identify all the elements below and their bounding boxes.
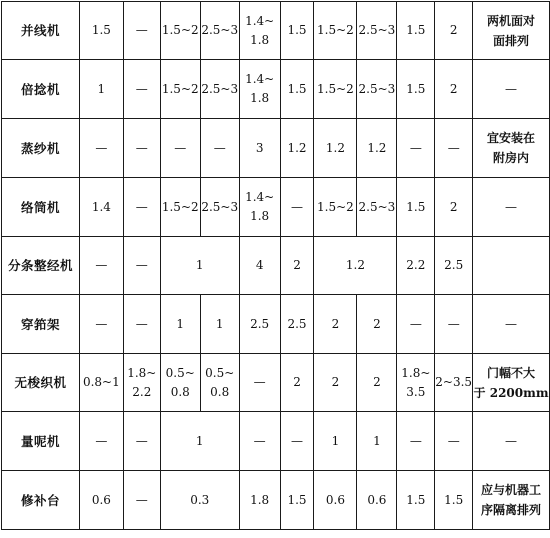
cell-text-line: 1.4~ [245, 13, 275, 28]
remark-cell: — [473, 178, 550, 237]
cell-text-line: 2.2 [132, 384, 152, 399]
cell-text-line: 0.5~ [165, 365, 195, 380]
spacing-value-cell [160, 354, 200, 412]
spacing-value-cell: 2.5~3 [357, 60, 397, 119]
machine-name-cell: 穿筘架 [2, 295, 80, 354]
spacing-value-cell: 1.8 [239, 471, 280, 530]
spacing-value-cell: 2.5 [435, 237, 473, 295]
table-row [2, 119, 550, 178]
remark-cell: — [473, 412, 550, 471]
remark-cell [473, 354, 550, 412]
remark-cell: — [473, 295, 550, 354]
machine-name-cell: 分条整经机 [2, 237, 80, 295]
spacing-value-cell: 1 [357, 412, 397, 471]
machine-name-cell: 倍捻机 [2, 60, 80, 119]
spacing-value-cell: 4 [239, 237, 280, 295]
cell-text-line: 附房内 [493, 151, 530, 165]
cell-text-line: 1.8 [250, 91, 270, 105]
spacing-value-cell: 1.5~2 [160, 60, 200, 119]
spacing-value-cell [123, 354, 160, 412]
remark-cell [473, 2, 550, 60]
remark-cell [473, 237, 550, 295]
table-row [2, 60, 550, 119]
spacing-value-cell: — [239, 354, 280, 412]
spacing-value-cell: 1.5~2 [314, 2, 357, 60]
spacing-value-cell: 2 [357, 354, 397, 412]
machine-name-cell: 蒸纱机 [2, 119, 80, 178]
spacing-value-cell: 2.5~3 [357, 178, 397, 237]
spacing-value-cell: — [435, 119, 473, 178]
spacing-value-cell: 1.2 [314, 119, 357, 178]
spacing-value-cell: 2~3.5 [435, 354, 473, 412]
spacing-value-cell: 1.5 [435, 471, 473, 530]
spacing-value-cell [239, 178, 280, 237]
spacing-value-cell: — [123, 471, 160, 530]
cell-text-line: 0.8 [170, 384, 190, 399]
spacing-value-cell: 1.5 [280, 2, 314, 60]
spacing-value-cell: 1.5 [280, 471, 314, 530]
table-row [2, 471, 550, 530]
spacing-value-cell: — [397, 412, 435, 471]
spacing-value-cell: 1.5 [397, 178, 435, 237]
spacing-value-cell: — [123, 237, 160, 295]
spacing-value-cell: — [79, 412, 123, 471]
spacing-value-cell: 1.5 [397, 471, 435, 530]
spacing-value-cell: — [280, 178, 314, 237]
spacing-value-cell [239, 60, 280, 119]
cell-text-line: 1.4~ [245, 190, 275, 204]
table-row [2, 237, 550, 295]
machine-spacing-table [1, 1, 550, 530]
spacing-value-cell: 2.5~3 [200, 178, 239, 237]
machine-name-cell: 修补台 [2, 471, 80, 530]
spacing-value-cell: 1.2 [280, 119, 314, 178]
spacing-value-cell: 1 [314, 412, 357, 471]
table-row [2, 354, 550, 412]
spacing-value-cell: 2 [314, 354, 357, 412]
spacing-value-cell: — [123, 119, 160, 178]
spacing-value-cell: — [79, 295, 123, 354]
table-row [2, 178, 550, 237]
cell-text-line: 应与机器工 [481, 483, 542, 497]
spacing-value-cell: 2 [435, 60, 473, 119]
spacing-value-cell: — [397, 295, 435, 354]
table-row [2, 295, 550, 354]
spacing-value-cell: 0.3 [160, 471, 239, 530]
remark-cell [473, 119, 550, 178]
cell-text-line: 1.8~ [127, 365, 157, 380]
spacing-value-cell: 3 [239, 119, 280, 178]
spacing-value-cell: — [123, 412, 160, 471]
spacing-value-cell: 1 [160, 412, 239, 471]
cell-text-line: 0.5~ [205, 365, 235, 380]
spacing-value-cell: 1.5~2 [160, 2, 200, 60]
spacing-value-cell: — [239, 412, 280, 471]
spacing-value-cell: 2.2 [397, 237, 435, 295]
spacing-value-cell: 0.6 [357, 471, 397, 530]
remark-cell: — [473, 60, 550, 119]
spacing-value-cell: — [397, 119, 435, 178]
spacing-value-cell: — [123, 295, 160, 354]
spacing-value-cell: 2 [357, 295, 397, 354]
cell-text-line: 3.5 [406, 384, 426, 399]
spacing-value-cell: — [79, 237, 123, 295]
cell-text-line: 1.8 [250, 32, 270, 47]
spacing-value-cell: 2.5~3 [200, 2, 239, 60]
spacing-value-cell: 2 [280, 237, 314, 295]
remark-cell [473, 471, 550, 530]
spacing-value-cell: 1.2 [357, 119, 397, 178]
machine-name-cell: 无梭织机 [2, 354, 80, 412]
machine-name-cell: 量呢机 [2, 412, 80, 471]
spacing-value-cell: 2 [314, 295, 357, 354]
spacing-value-cell: — [200, 119, 239, 178]
spacing-value-cell [200, 354, 239, 412]
table-body [2, 2, 550, 530]
spacing-value-cell: — [123, 2, 160, 60]
spacing-value-cell: — [160, 119, 200, 178]
machine-name-cell: 络筒机 [2, 178, 80, 237]
spacing-value-cell: — [280, 412, 314, 471]
cell-text-line: 面排列 [493, 33, 530, 48]
spacing-value-cell: 1.5 [280, 60, 314, 119]
spacing-value-cell: 0.8~1 [79, 354, 123, 412]
spacing-value-cell: 2.5 [280, 295, 314, 354]
spacing-value-cell: 2.5 [239, 295, 280, 354]
machine-name-cell: 并线机 [2, 2, 80, 60]
cell-text-line: 两机面对 [487, 13, 536, 28]
spacing-value-cell: 1.5 [397, 2, 435, 60]
spacing-value-cell [239, 2, 280, 60]
table-row [2, 2, 550, 60]
cell-text-line: 于 2200mm [473, 385, 549, 400]
spacing-value-cell: 1.5 [397, 60, 435, 119]
spacing-value-cell: 2 [280, 354, 314, 412]
spacing-value-cell: — [79, 119, 123, 178]
spacing-value-cell: 1 [160, 237, 239, 295]
spacing-value-cell: 0.6 [314, 471, 357, 530]
cell-text-line: 1.4~ [245, 72, 275, 86]
spacing-value-cell: 2 [435, 178, 473, 237]
spacing-value-cell: 1.2 [314, 237, 397, 295]
spacing-value-cell: 1 [79, 60, 123, 119]
cell-text-line: 0.8 [210, 384, 230, 399]
spacing-value-cell: 2 [435, 2, 473, 60]
spacing-value-cell [397, 354, 435, 412]
spacing-value-cell: 2.5~3 [200, 60, 239, 119]
spacing-value-cell: 1.5 [79, 2, 123, 60]
cell-text-line: 宜安装在 [487, 131, 536, 145]
spacing-value-cell: — [435, 412, 473, 471]
cell-text-line: 门幅不大 [487, 365, 536, 380]
spacing-value-cell: 1.5~2 [160, 178, 200, 237]
cell-text-line: 1.8~ [401, 365, 431, 380]
table-row [2, 412, 550, 471]
cell-text-line: 1.8 [250, 209, 270, 223]
spacing-value-cell: — [123, 60, 160, 119]
spacing-value-cell: — [435, 295, 473, 354]
cell-text-line: 序隔离排列 [481, 503, 542, 517]
spacing-value-cell: 1.5~2 [314, 60, 357, 119]
spacing-value-cell: 1.4 [79, 178, 123, 237]
spacing-value-cell: — [123, 178, 160, 237]
spacing-value-cell: 2.5~3 [357, 2, 397, 60]
spacing-value-cell: 0.6 [79, 471, 123, 530]
spacing-value-cell: 1 [200, 295, 239, 354]
spacing-value-cell: 1.5~2 [314, 178, 357, 237]
spacing-value-cell: 1 [160, 295, 200, 354]
